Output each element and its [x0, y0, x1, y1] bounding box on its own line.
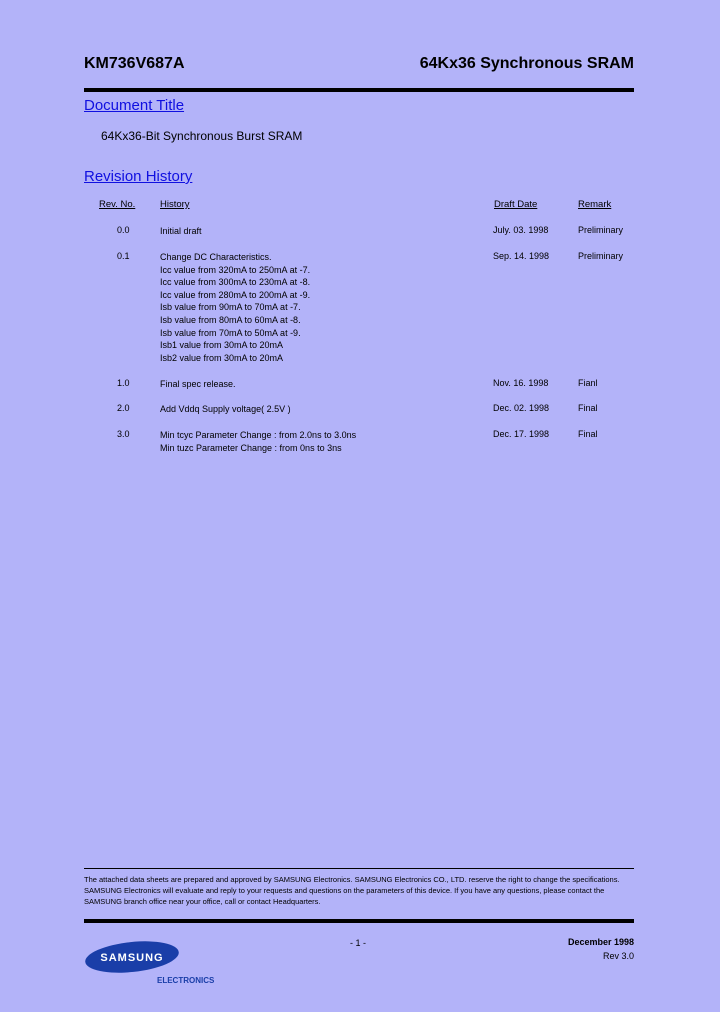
history-line: Icc value from 320mA to 250mA at -7. [160, 264, 311, 275]
disclaimer-text: The attached data sheets are prepared and approved by SAMSUNG Electronics. SAMSUNG Electronics CO., LTD. reserve the right to change the specifications. SAMSUNG Electronics will evaluate and reply to your requests and questions on the parameters of this device. If you have any questions, please contact the SAMSUNG branch office near your office, call or contact Headquarters. [84, 875, 620, 906]
rev-number: 2.0 [117, 403, 130, 413]
history-entry [160, 429, 356, 454]
history-line: Isb value from 90mA to 70mA at -7. [160, 302, 301, 313]
column-header-remark: Remark [578, 199, 612, 210]
document-title-heading: Document Title [84, 97, 185, 114]
draft-date: Sep. 14. 1998 [493, 251, 550, 261]
history-entry [160, 225, 202, 238]
history-line: Isb2 value from 30mA to 20mA [160, 352, 284, 363]
history-line: Isb value from 80mA to 60mA at -8. [160, 314, 301, 325]
history-entry [160, 251, 310, 364]
publication-date: December 1998 [567, 937, 634, 947]
page-number: - 1 - [350, 938, 367, 948]
history-line: Change DC Characteristics. [160, 252, 272, 262]
history-entry [160, 403, 291, 416]
footer-divider [84, 868, 634, 869]
samsung-logo [84, 939, 180, 975]
history-line: Initial draft [160, 226, 202, 236]
logo-text: SAMSUNG [100, 952, 164, 964]
revision-history-heading: Revision History [84, 168, 193, 185]
remark: Final [578, 429, 598, 439]
history-line: Min tuzc Parameter Change : from 0ns to 3ns [160, 442, 342, 453]
part-number: KM736V687A [84, 55, 185, 72]
history-line: Min tcyc Parameter Change : from 2.0ns to 3.0ns [160, 430, 357, 440]
document-title-text: 64Kx36-Bit Synchronous Burst SRAM [101, 129, 303, 143]
rev-number: 0.0 [117, 225, 130, 235]
draft-date: Dec. 02. 1998 [493, 403, 550, 413]
draft-date: Dec. 17. 1998 [493, 429, 550, 439]
remark: Preliminary [578, 251, 624, 261]
history-line: Icc value from 280mA to 200mA at -9. [160, 289, 311, 300]
footer-rule [84, 919, 634, 923]
logo-subtitle: ELECTRONICS [157, 976, 215, 985]
publication-revision: Rev 3.0 [602, 951, 634, 961]
device-description: 64Kx36 Synchronous SRAM [419, 55, 634, 72]
remark: Preliminary [578, 225, 624, 235]
rev-number: 3.0 [117, 429, 130, 439]
history-line: Isb1 value from 30mA to 20mA [160, 340, 284, 351]
column-header-date: Draft Date [494, 199, 538, 210]
column-header-history: History [160, 199, 190, 210]
draft-date: July. 03. 1998 [493, 225, 549, 235]
history-line: Isb value from 70mA to 50mA at -9. [160, 327, 301, 338]
history-line: Icc value from 300mA to 230mA at -8. [160, 277, 311, 288]
history-line: Add Vddq Supply voltage( 2.5V ) [160, 404, 291, 414]
remark: Fianl [578, 378, 598, 388]
rev-number: 0.1 [117, 251, 130, 261]
rev-number: 1.0 [117, 378, 130, 388]
history-line: Final spec release. [160, 379, 236, 389]
remark: Final [578, 403, 598, 413]
column-header-rev: Rev. No. [99, 199, 136, 210]
history-entry [160, 378, 236, 391]
header-rule [84, 88, 634, 92]
draft-date: Nov. 16. 1998 [493, 378, 549, 388]
